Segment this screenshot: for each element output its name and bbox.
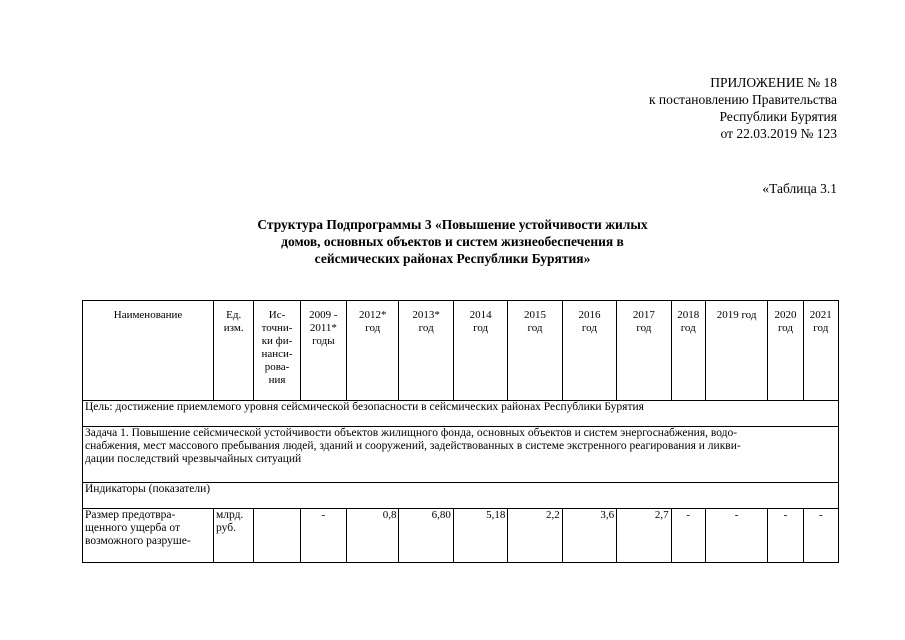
title-line: сейсмических районах Республики Бурятия» (314, 251, 591, 266)
indicator-unit: млрд. руб. (214, 509, 254, 563)
appendix-date: от 22.03.2019 № 123 (720, 126, 837, 141)
appendix-republic: Республики Бурятия (719, 109, 837, 124)
table-row (83, 509, 839, 563)
cell-source (254, 509, 300, 563)
cell-2019: - (705, 509, 767, 563)
header-2014: 2014 год (453, 301, 507, 401)
goal-row (83, 401, 839, 427)
appendix-resolution: к постановлению Правительства (648, 92, 837, 107)
header-source: Ис- точни- ки фи- нанси- рова- ния (254, 301, 300, 401)
indicator-name: Размер предотвра- щенного ущерба от возможного разруше- (83, 509, 214, 563)
document-title (0, 216, 905, 267)
cell-2015: 2,2 (508, 509, 562, 563)
header-unit: Ед. изм. (214, 301, 254, 401)
title-line: Структура Подпрограммы 3 «Повышение устойчивости жилых (257, 217, 648, 232)
header-2017: 2017 год (617, 301, 671, 401)
title-line: домов, основных объектов и систем жизнеобеспечения в (281, 234, 624, 249)
appendix-block (649, 74, 837, 142)
task-row (83, 427, 839, 483)
header-2021: 2021 год (803, 301, 838, 401)
appendix-number: ПРИЛОЖЕНИЕ № 18 (710, 75, 837, 90)
indicators-heading: Индикаторы (показатели) (83, 483, 839, 509)
indicators-row (83, 483, 839, 509)
cell-2021: - (803, 509, 838, 563)
header-2013: 2013* год (399, 301, 453, 401)
cell-2016: 3,6 (562, 509, 616, 563)
header-2015: 2015 год (508, 301, 562, 401)
cell-2017: 2,7 (617, 509, 671, 563)
header-name: Наименование (83, 301, 214, 401)
task-text: Задача 1. Повышение сейсмической устойчивости объектов жилищного фонда, основных объектов и систем энергоснабжения, водо- снабжения, мест массового пребывания людей, зданий и сооружений, задействованных в системе экстренного реагирования и ликви- дации последствий чрезвычайных ситуаций (83, 427, 839, 483)
header-2019: 2019 год (705, 301, 767, 401)
header-2018: 2018 год (671, 301, 705, 401)
header-2016: 2016 год (562, 301, 616, 401)
goal-text: Цель: достижение приемлемого уровня сейсмической безопасности в сейсмических районах Республики Бурятия (83, 401, 839, 427)
table-header-row (83, 301, 839, 401)
cell-2009-2011: - (300, 509, 346, 563)
header-2009-2011: 2009 - 2011* годы (300, 301, 346, 401)
subprogram-table (82, 300, 839, 563)
cell-2018: - (671, 509, 705, 563)
cell-2020: - (768, 509, 803, 563)
cell-2014: 5,18 (453, 509, 507, 563)
table-reference: «Таблица 3.1 (762, 181, 837, 196)
header-2012: 2012* год (347, 301, 399, 401)
header-2020: 2020 год (768, 301, 803, 401)
cell-2012: 0,8 (347, 509, 399, 563)
cell-2013: 6,80 (399, 509, 453, 563)
